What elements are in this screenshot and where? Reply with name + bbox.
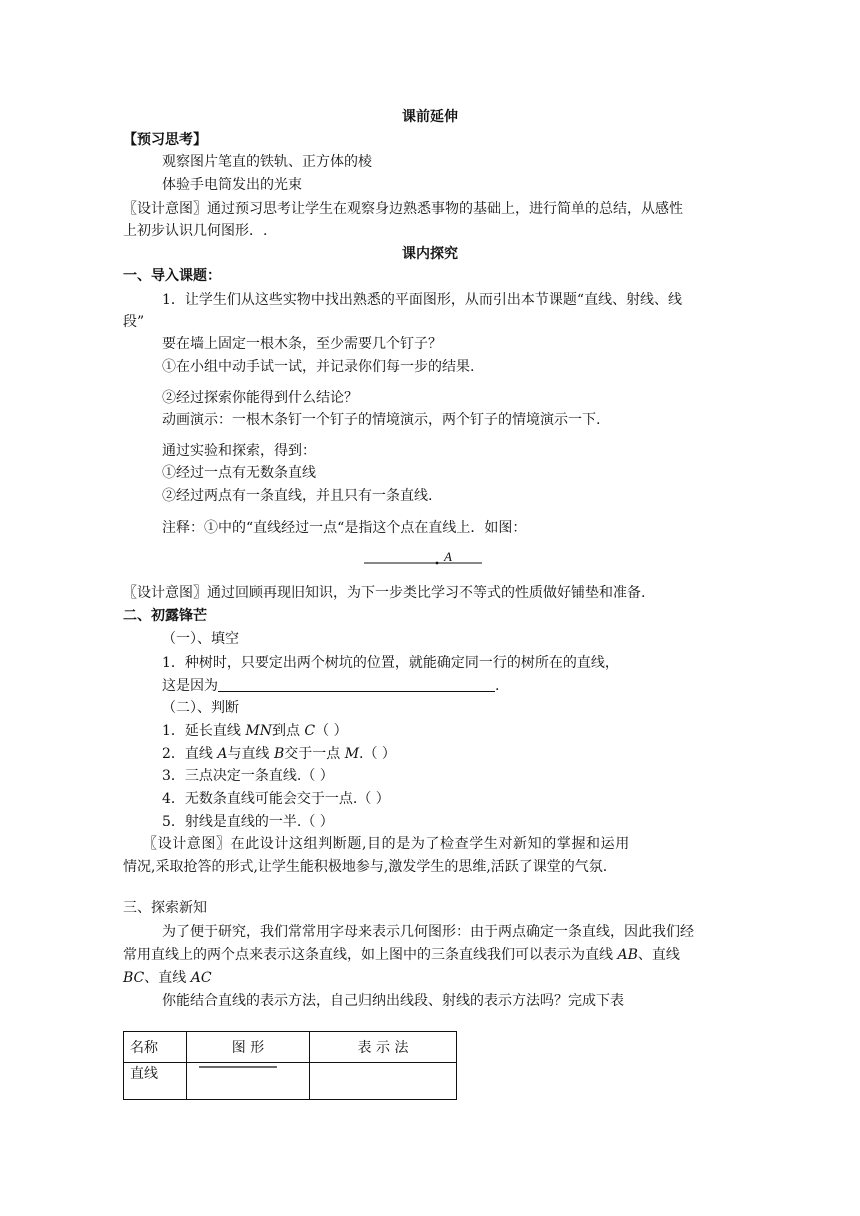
fill-question-line2 bbox=[162, 676, 499, 696]
table-header-name: 名称 bbox=[124, 1032, 187, 1063]
part3-bc: BC bbox=[123, 970, 145, 986]
judge-item-4: 4．无数条直线可能会交于一点.（ ） bbox=[162, 791, 390, 807]
design-intent-3a: 〖设计意图〗在此设计这组判断题,目的是为了检查学生对新知的掌握和运用 bbox=[143, 836, 630, 852]
judge-1-c: C bbox=[304, 723, 316, 739]
table-header-notation: 表 示 法 bbox=[310, 1032, 457, 1063]
title-in-class: 课内探究 bbox=[402, 246, 458, 262]
fill-question-prefix: 这是因为 bbox=[162, 678, 218, 694]
part1-conclusion-2: ②经过两点有一条直线，并且只有一条直线. bbox=[162, 488, 433, 504]
part1-para-1b: 段” bbox=[123, 314, 145, 330]
part1-heading: 一、导入课题： bbox=[123, 268, 221, 284]
fill-question-end: . bbox=[495, 678, 500, 694]
line-figure bbox=[199, 1063, 289, 1073]
part2-heading: 二、初露锋芒 bbox=[123, 608, 207, 624]
part3-para-1c-mid: 、直线 bbox=[144, 970, 191, 986]
design-intent-3b: 情况,采取抢答的形式,让学生能积极地参与,激发学生的思维,活跃了课堂的气氛. bbox=[123, 859, 608, 875]
table-header-row bbox=[124, 1032, 457, 1063]
figure-point-label: A bbox=[444, 549, 452, 564]
design-intent-1b: 上初步认识几何图形．. bbox=[123, 223, 268, 239]
judge-2-mid: 与直线 bbox=[227, 746, 274, 762]
table-cell-notation[interactable] bbox=[310, 1063, 457, 1100]
judge-1-text: 1．延长直线 bbox=[162, 723, 246, 739]
preview-line-2: 体验手电筒发出的光束 bbox=[162, 177, 302, 193]
design-intent-2: 〖设计意图〗通过回顾再现旧知识，为下一步类比学习不等式的性质做好铺垫和准备. bbox=[123, 585, 646, 601]
representation-table bbox=[123, 1031, 457, 1100]
part1-animation: 动画演示：一根木条钉一个钉子的情境演示，两个钉子的情境演示一下. bbox=[162, 412, 601, 428]
design-intent-1a: 〖设计意图〗通过预习思考让学生在观察身边熟悉事物的基础上，进行简单的总结，从感性 bbox=[123, 201, 683, 217]
part3-para-1b-mid: 、直线 bbox=[637, 947, 680, 963]
part3-para-1b-text: 常用直线上的两个点来表示这条直线，如上图中的三条直线我们可以表示为直线 bbox=[123, 947, 618, 963]
judge-2-b: B bbox=[273, 746, 285, 762]
table-row bbox=[124, 1063, 457, 1100]
judge-1-mid: 到点 bbox=[271, 723, 305, 739]
part1-question: 要在墙上固定一根木条，至少需要几个钉子？ bbox=[162, 336, 442, 352]
table-cell-figure bbox=[187, 1063, 310, 1100]
part3-para-2: 你能结合直线的表示方法，自己归纳出线段、射线的表示方法吗？完成下表 bbox=[162, 993, 624, 1009]
part1-experiment: 通过实验和探索，得到： bbox=[162, 443, 316, 459]
line-through-point-figure bbox=[360, 548, 490, 572]
table-cell-name: 直线 bbox=[124, 1063, 187, 1100]
judge-2-text: 2．直线 bbox=[162, 746, 218, 762]
judge-item-5: 5．射线是直线的一半.（ ） bbox=[162, 814, 334, 830]
fill-answer-blank[interactable] bbox=[218, 677, 495, 692]
part1-step-1: ①在小组中动手试一试，并记录你们每一步的结果. bbox=[162, 359, 475, 375]
judge-1-paren: （ ） bbox=[315, 723, 348, 739]
preview-heading: 【预习思考】 bbox=[123, 132, 207, 148]
judge-2-a: A bbox=[217, 746, 228, 762]
title-pre-class: 课前延伸 bbox=[402, 109, 458, 125]
judge-item-2 bbox=[162, 744, 396, 764]
figure-point bbox=[436, 562, 439, 565]
judge-item-3: 3．三点决定一条直线.（ ） bbox=[162, 768, 334, 784]
judge-2-paren: .（ ） bbox=[359, 746, 396, 762]
part3-ab: AB bbox=[617, 947, 638, 963]
part1-conclusion-1: ①经过一点有无数条直线 bbox=[162, 465, 316, 481]
judge-2-m: M bbox=[344, 746, 360, 762]
judge-item-1 bbox=[162, 721, 348, 741]
part3-para-1a: 为了便于研究，我们常常用字母来表示几何图形：由于两点确定一条直线，因此我们经 bbox=[162, 924, 694, 940]
judge-heading: （二）、判断 bbox=[162, 700, 239, 716]
fill-question: 1．种树时，只要定出两个树坑的位置，就能确定同一行的树所在的直线， bbox=[162, 655, 619, 671]
preview-line-1: 观察图片笔直的铁轨、正方体的棱 bbox=[162, 154, 372, 170]
judge-2-mid2: 交于一点 bbox=[284, 746, 345, 762]
part1-note: 注释：①中的“直线经过一点“是指这个点在直线上．如图： bbox=[162, 520, 527, 536]
table-header-figure: 图 形 bbox=[187, 1032, 310, 1063]
judge-1-mn: MN bbox=[245, 723, 272, 739]
part3-ac: AC bbox=[190, 970, 212, 986]
part3-para-1b bbox=[123, 945, 680, 965]
fill-heading: （一）、填空 bbox=[162, 631, 239, 647]
part3-para-1c bbox=[123, 968, 212, 988]
part1-step-2: ②经过探索你能得到什么结论？ bbox=[162, 390, 358, 406]
part3-heading: 三、探索新知 bbox=[123, 900, 207, 916]
part1-para-1a: 1．让学生们从这些实物中找出熟悉的平面图形，从而引出本节课题“直线、射线、线 bbox=[162, 292, 683, 308]
